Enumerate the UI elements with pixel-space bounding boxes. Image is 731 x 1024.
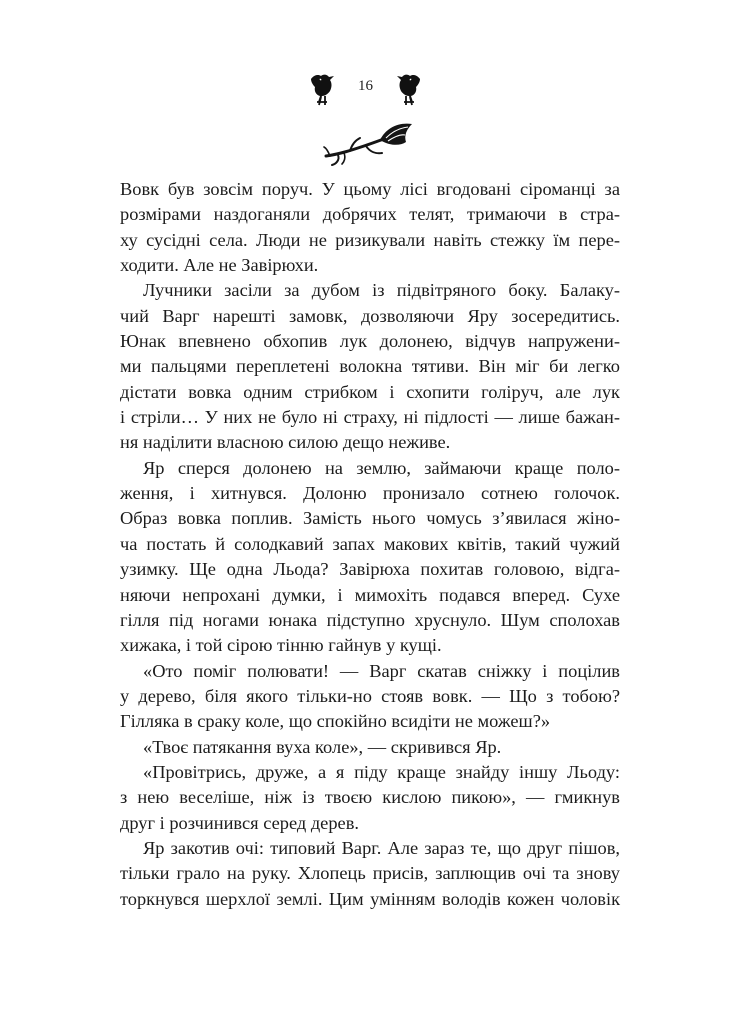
text-line: гілля під ногами юнака підступно хруснуло. Шум сполохав xyxy=(120,609,620,630)
page-text xyxy=(120,177,620,912)
text-line: «Твоє патякання вуха коле», — скривився Яр. xyxy=(143,736,502,757)
text-line: ча постать й солодкавий запах макових квітів, такий чужий xyxy=(120,533,620,554)
text-line: розмірами наздоганяли добрячих телят, тримаючи в стра- xyxy=(120,204,620,225)
text-line: Гілляка в сраку коле, що спокійно всидіти не можеш?» xyxy=(120,711,551,732)
text-line: хижака, і той сірою тінню гайнув у кущі. xyxy=(120,635,442,656)
text-line: друг і розчинився серед дерев. xyxy=(120,812,359,833)
text-line: Яр закотив очі: типовий Варг. Але зараз те, що друг пішов, xyxy=(143,837,620,858)
text-line: Яр сперся долонею на землю, займаючи краще поло- xyxy=(143,457,620,478)
text-line: «Провітрись, друже, а я піду краще знайду іншу Льоду: xyxy=(143,761,620,782)
page-number: 16 xyxy=(358,77,373,94)
text-line: торкнувся шерхлої землі. Цим умінням володів кожен чоловік xyxy=(120,888,620,909)
text-line: Образ вовка поплив. Замість нього чомусь з’явилася жіно- xyxy=(120,508,620,529)
text-line: дістати вовка одним стрибком і схопити голіруч, але лук xyxy=(120,381,620,402)
raven-icon xyxy=(387,69,423,107)
text-line: чий Варг нарешті замовк, дозволяючи Яру зосередитись. xyxy=(120,305,620,326)
branch-ornament-icon xyxy=(320,120,420,168)
text-line: ження, і хитнувся. Долоню пронизало сотнею голочок. xyxy=(120,483,620,504)
text-line: няючи непрохані думки, і мимохіть подався вперед. Сухе xyxy=(120,584,620,605)
text-line: Вовк був зовсім поруч. У цьому лісі вгодовані сіроманці за xyxy=(120,179,620,199)
raven-icon xyxy=(308,69,344,107)
text-line: «Ото поміг полювати! — Варг скатав сніжку і поцілив xyxy=(143,660,620,681)
page-header xyxy=(0,68,731,108)
text-line: ми пальцями переплетені волокна тятиви. Він міг би легко xyxy=(120,356,620,377)
text-line: у дерево, біля якого тільки-но стояв вовк. — Що з тобою? xyxy=(120,685,620,706)
text-line: Лучники засіли за дубом із підвітряного боку. Балаку- xyxy=(143,280,620,301)
text-line: ходити. Але не Завірюхи. xyxy=(120,255,319,276)
text-line: Юнак впевнено обхопив лук долонею, відчув напружени- xyxy=(120,331,620,352)
text-line: з нею веселіше, ніж із твоєю кислою пикою», — гмикнув xyxy=(120,787,620,808)
text-line: ху сусідні села. Люди не ризикували навіть стежку їм пере- xyxy=(120,229,620,250)
text-line: узимку. Ще одна Льода? Завірюха похитав головою, відга- xyxy=(120,559,620,580)
text-line: тільки грало на руку. Хлопець присів, заплющив очі та знову xyxy=(120,863,620,884)
text-line: ня наділити власною силою дещо неживе. xyxy=(120,432,451,453)
text-line: і стріли… У них не було ні страху, ні підлості — лише бажан- xyxy=(120,407,620,428)
